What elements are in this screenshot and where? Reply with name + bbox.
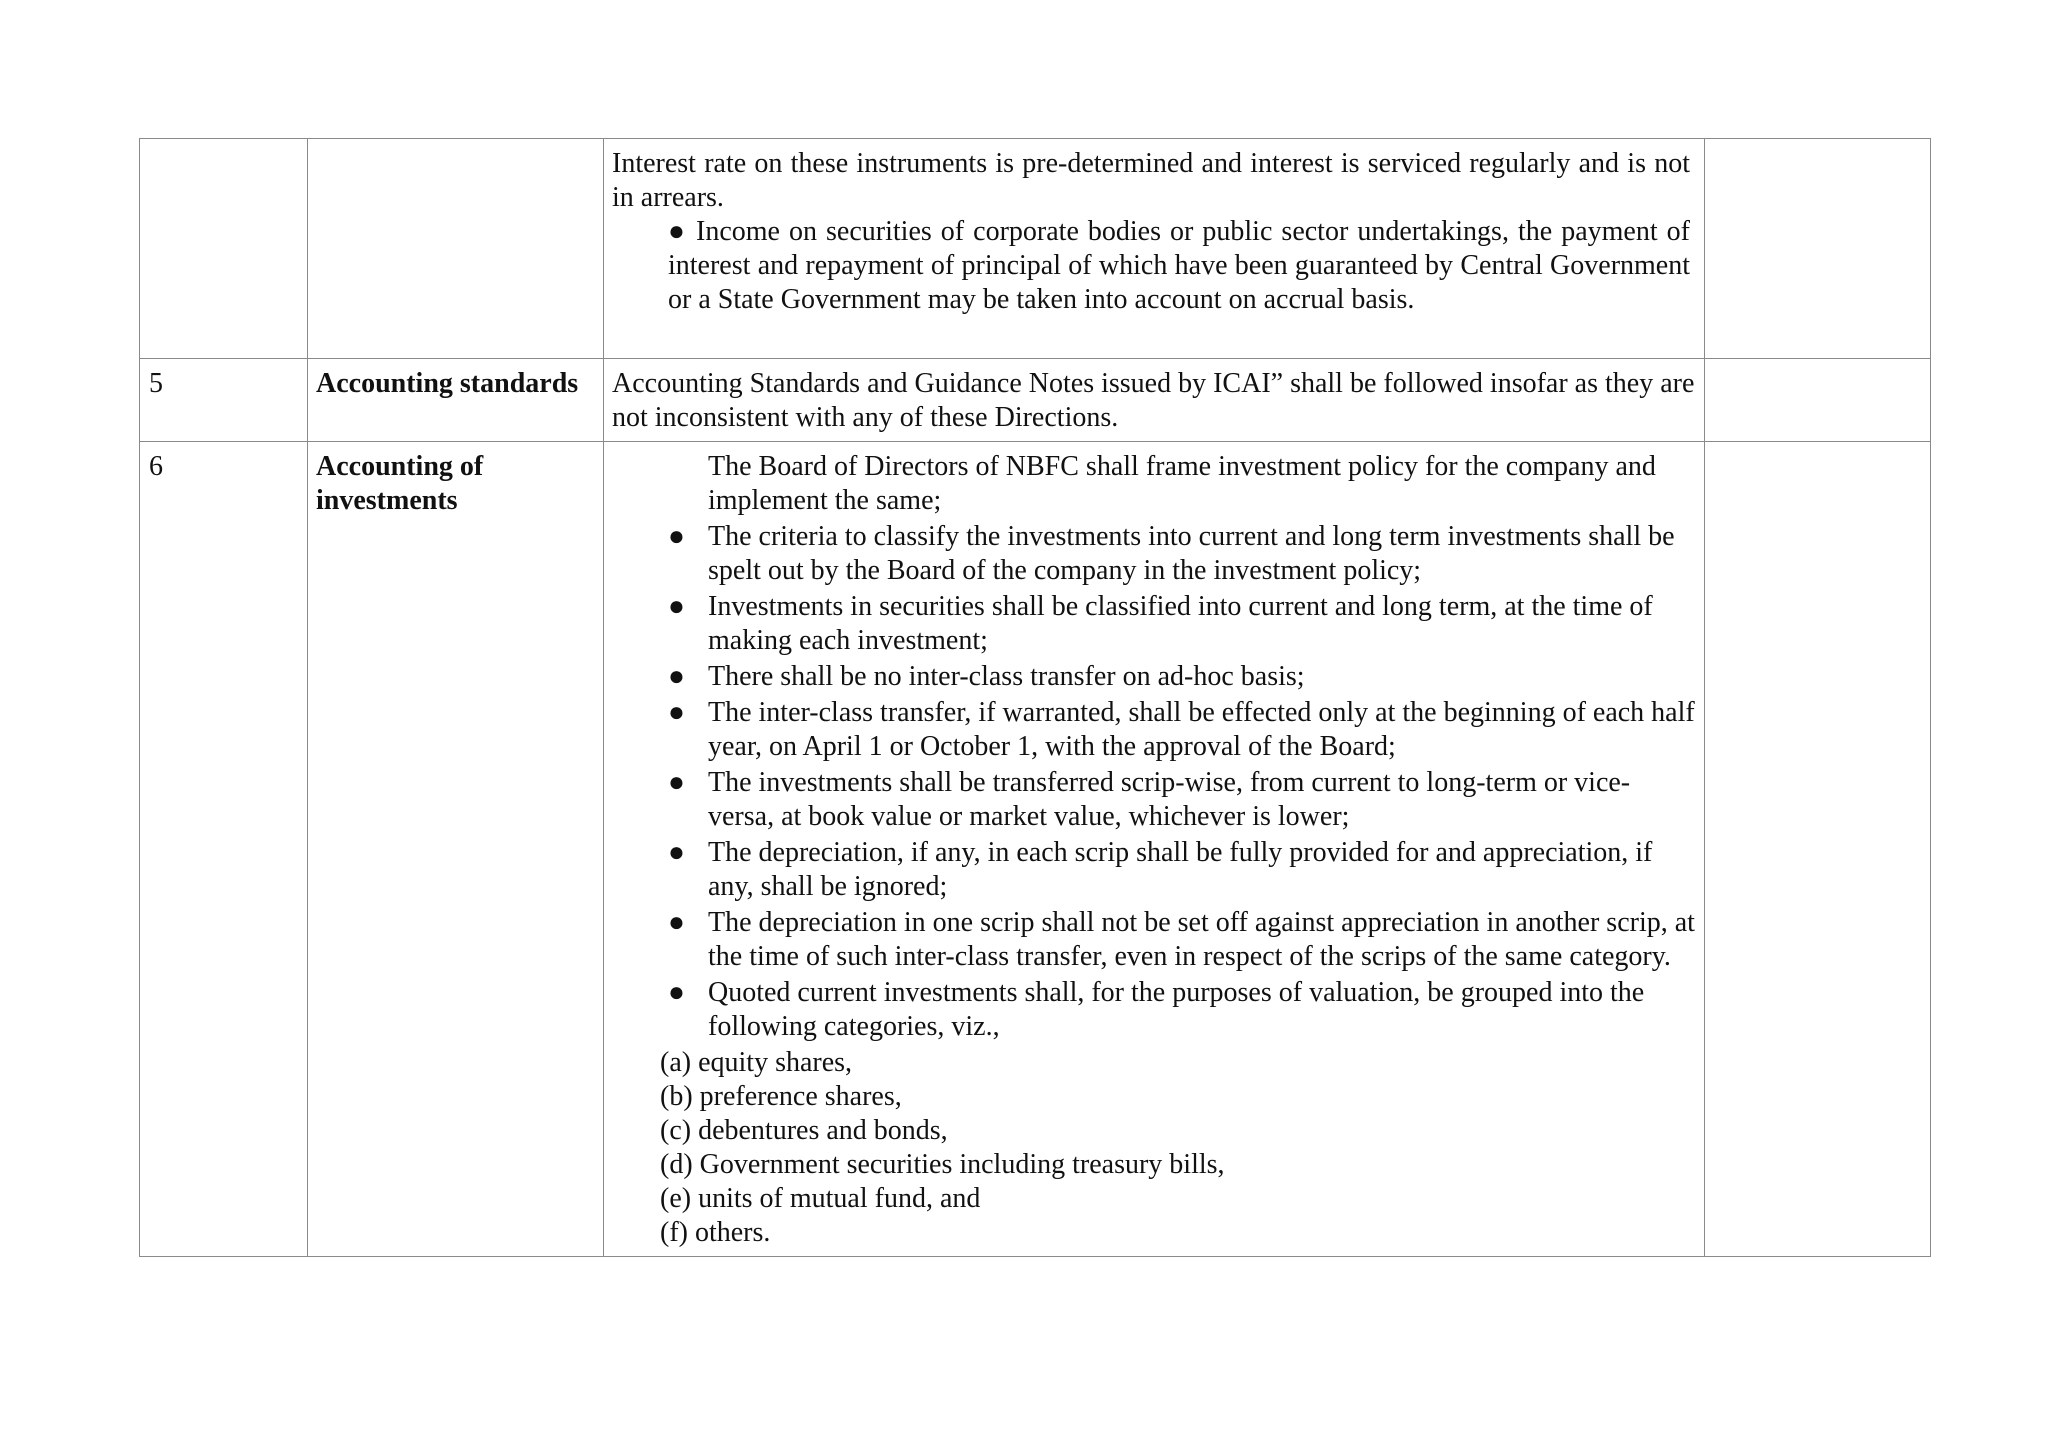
category-item: (b) preference shares, <box>660 1081 902 1112</box>
list-item <box>612 696 1696 764</box>
row-remarks-cell <box>1705 442 1931 1257</box>
directions-table <box>139 138 1931 1257</box>
row-content-cell <box>604 442 1705 1257</box>
bullet-icon: ● <box>668 837 685 868</box>
list-item-text: Quoted current investments shall, for the purposes of valuation, be grouped into the following categories, viz., <box>708 977 1645 1042</box>
category-item: (f) others. <box>660 1217 771 1248</box>
row-remarks-cell <box>1705 139 1931 359</box>
content-paragraph: Accounting Standards and Guidance Notes issued by ICAI” shall be followed insofar as they are not inconsistent with any of these Directions. <box>612 368 1695 433</box>
list-item <box>612 836 1696 904</box>
content-bullet-item <box>668 215 1690 317</box>
row-number-cell: 6 <box>140 442 308 1257</box>
list-item <box>612 660 1696 694</box>
list-item <box>612 766 1696 834</box>
category-item: (a) equity shares, <box>660 1047 853 1078</box>
row-content-cell <box>604 359 1705 442</box>
list-item-text: The depreciation in one scrip shall not be set off against appreciation in another scrip, at the time of such inter-class transfer, even in respect of the scrips of the same category. <box>708 907 1695 972</box>
bullet-icon: ● <box>668 907 685 938</box>
bullet-icon: ● <box>668 521 685 552</box>
row-title-cell: Accounting of investments <box>308 442 604 1257</box>
content-paragraph: Interest rate on these instruments is pre-determined and interest is serviced regularly and is not in arrears. <box>612 148 1690 213</box>
list-item-text: The inter-class transfer, if warranted, shall be effected only at the beginning of each half year, on April 1 or October 1, with the approval of the Board; <box>708 697 1695 762</box>
table-row <box>140 139 1931 359</box>
table-row <box>140 359 1931 442</box>
list-item <box>612 450 1696 518</box>
row-title-cell: Accounting standards <box>308 359 604 442</box>
bullet-icon: ● <box>668 767 685 798</box>
category-item: (c) debentures and bonds, <box>660 1115 948 1146</box>
row-number-cell <box>140 139 308 359</box>
table-row <box>140 442 1931 1257</box>
list-item <box>612 906 1696 974</box>
category-item: (d) Government securities including treasury bills, <box>660 1149 1225 1180</box>
list-item <box>612 520 1696 588</box>
list-item-text: There shall be no inter-class transfer on ad-hoc basis; <box>708 661 1305 692</box>
list-item-text: The Board of Directors of NBFC shall frame investment policy for the company and implement the same; <box>708 451 1656 516</box>
bullet-text: Income on securities of corporate bodies or public sector undertakings, the payment of interest and repayment of principal of which have been guaranteed by Central Government or a State Government may be taken into account on accrual basis. <box>668 216 1690 315</box>
bullet-icon: ● <box>668 591 685 622</box>
row-remarks-cell <box>1705 359 1931 442</box>
investment-rules-list <box>612 450 1696 1044</box>
bullet-icon: ● <box>668 216 687 247</box>
bullet-icon: ● <box>668 697 685 728</box>
list-item-text: The depreciation, if any, in each scrip shall be fully provided for and appreciation, if any, shall be ignored; <box>708 837 1653 902</box>
row-title-cell <box>308 139 604 359</box>
row-content-cell <box>604 139 1705 359</box>
list-item-text: Investments in securities shall be classified into current and long term, at the time of making each investment; <box>708 591 1653 656</box>
bullet-icon: ● <box>668 977 685 1008</box>
list-item <box>612 976 1696 1044</box>
list-item <box>612 590 1696 658</box>
category-list <box>612 1046 1696 1250</box>
list-item-text: The investments shall be transferred scrip-wise, from current to long-term or vice-versa, at book value or market value, whichever is lower; <box>708 767 1631 832</box>
row-number-cell: 5 <box>140 359 308 442</box>
bullet-icon: ● <box>668 661 685 692</box>
category-item: (e) units of mutual fund, and <box>660 1183 981 1214</box>
list-item-text: The criteria to classify the investments into current and long term investments shall be spelt out by the Board of the company in the investment policy; <box>708 521 1675 586</box>
